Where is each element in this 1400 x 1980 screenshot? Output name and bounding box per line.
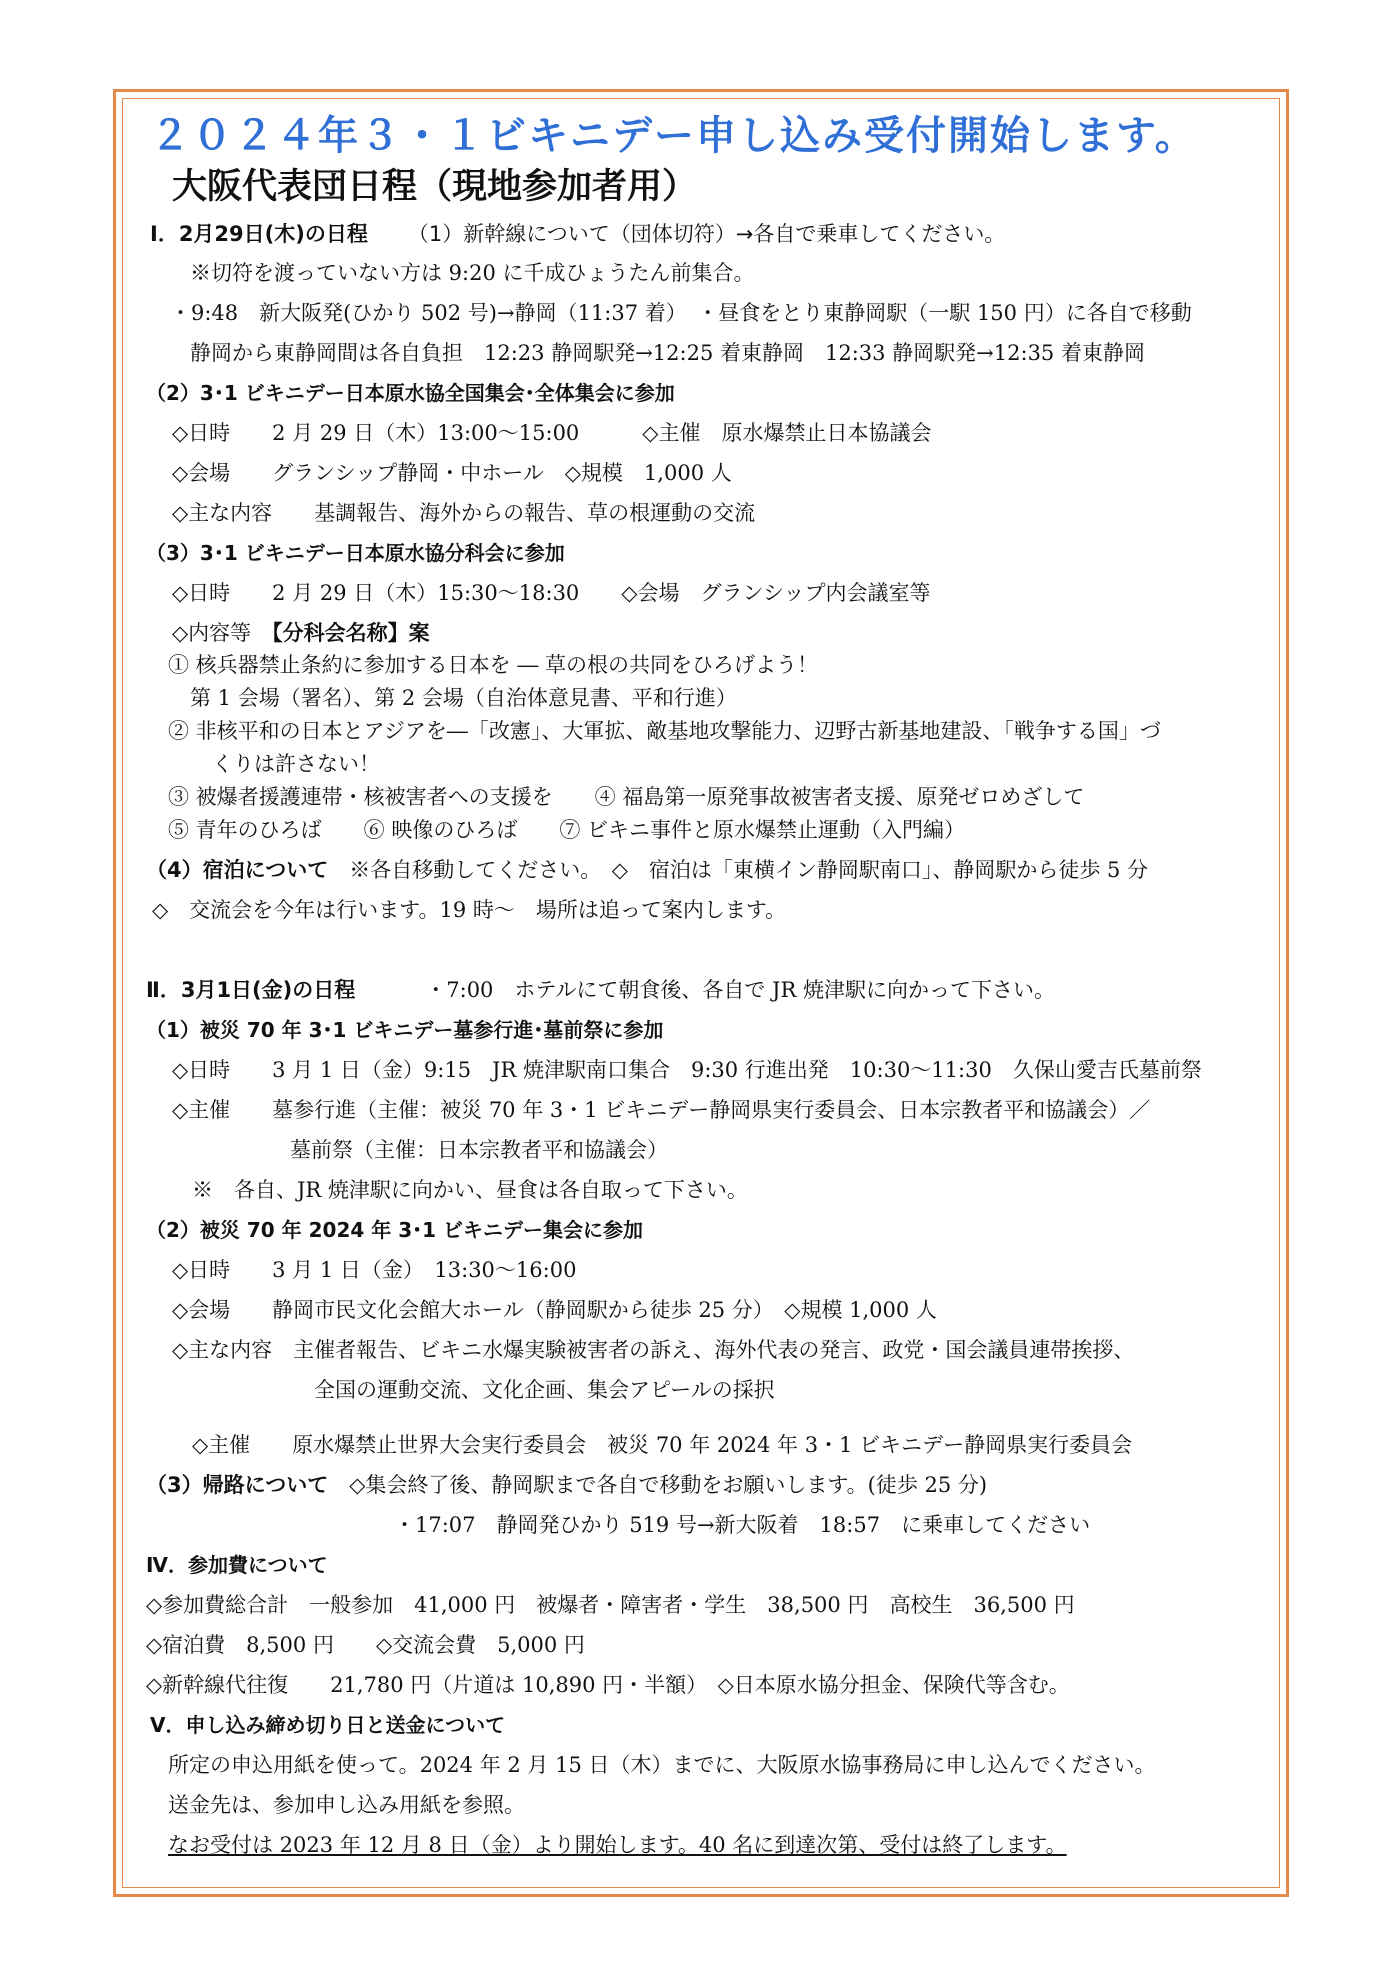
- section2-heading-row: [146, 975, 1055, 1005]
- workshop-2-cont: くりは許さない！: [212, 752, 380, 776]
- workshop-heading: （3）3･1 ビキニデー日本原水協分科会に参加: [146, 541, 565, 565]
- assembly-content: ◇主な内容 基調報告、海外からの報告、草の根運動の交流: [172, 501, 756, 525]
- workshop-1: ① 核兵器禁止条約に参加する日本を ― 草の根の共同をひろげよう！: [168, 653, 819, 677]
- deadline-heading: Ⅴ．申し込み締め切り日と送金について: [150, 1713, 506, 1737]
- fee-stay: ◇宿泊費 8,500 円 ◇交流会費 5,000 円: [146, 1633, 585, 1657]
- remit-text: 送金先は、参加申し込み用紙を参照。: [168, 1793, 525, 1817]
- workshop-5-7: ⑤ 青年のひろば ⑥ 映像のひろば ⑦ ビキニ事件と原水爆禁止運動（入門編）: [168, 818, 966, 842]
- return-train: ・17:07 静岡発ひかり 519 号→新大阪着 18:57 に乗車してください: [394, 1513, 1091, 1537]
- lodging-heading: （4）宿泊について: [146, 858, 329, 882]
- national-assembly-heading: （2）3･1 ビキニデー日本原水協全国集会･全体集会に参加: [146, 381, 675, 405]
- workshop-date: ◇日時 2 月 29 日（木）15:30～18:30 ◇会場 グランシップ内会議室等: [172, 581, 931, 605]
- assembly-date: ◇日時 2 月 29 日（木）13:00～15:00 ◇主催 原水爆禁止日本協議会: [172, 421, 932, 445]
- workshop-content-row: [172, 618, 430, 648]
- bikini-day-venue: ◇会場 静岡市民文化会館大ホール（静岡駅から徒歩 25 分） ◇規模 1,000 人: [172, 1298, 937, 1322]
- exchange-note: ◇ 交流会を今年は行います。19 時～ 場所は追って案内します。: [152, 898, 787, 922]
- page-subtitle: 大阪代表団日程（現地参加者用）: [172, 167, 698, 207]
- grave-march-host-2: 墓前祭（主催：日本宗教者平和協議会）: [290, 1138, 668, 1162]
- grave-march-host: ◇主催 墓参行進（主催：被災 70 年 3・1 ビキニデー静岡県実行委員会、日本宗教者平和協議会）／: [172, 1098, 1151, 1122]
- return-note: ◇集会終了後、静岡駅まで各自で移動をお願いします。(徒歩 25 分): [328, 1473, 988, 1497]
- breakfast-note: ・7:00 ホテルにて朝食後、各自で JR 焼津駅に向かって下さい。: [425, 978, 1055, 1002]
- fee-shinkansen: ◇新幹線代往復 21,780 円（片道は 10,890 円・半額） ◇日本原水協分担金、保険代等含む。: [146, 1673, 1070, 1697]
- deadline-text: 所定の申込用紙を使って。2024 年 2 月 15 日（木）までに、大阪原水協事務局に申し込んでください。: [168, 1753, 1156, 1777]
- workshop-3-4: ③ 被爆者援護連帯・核被害者への支援を ④ 福島第一原発事故被害者支援、原発ゼロめざして: [168, 785, 1085, 809]
- workshop-2: ② 非核平和の日本とアジアを―「改憲」、大軍拡、敵基地攻撃能力、辺野古新基地建設、「戦争する国」づ: [168, 719, 1161, 743]
- bikini-day-content-2: 全国の運動交流、文化企画、集会アピールの採択: [314, 1378, 775, 1402]
- grave-march-heading: （1）被災 70 年 3･1 ビキニデー墓参行進･墓前祭に参加: [146, 1018, 664, 1042]
- lodging-note: ※各自移動してください。 ◇ 宿泊は「東横イン静岡駅南口」、静岡駅から徒歩 5 分: [328, 858, 1149, 882]
- section1-heading-row: [150, 219, 1005, 249]
- workshop-name-label: 【分科会名称】案: [272, 621, 430, 645]
- section2-heading: Ⅱ．3月1日(金)の日程: [146, 978, 356, 1002]
- bikini-day-date: ◇日時 3 月 1 日（金） 13:30～16:00: [172, 1258, 577, 1282]
- bikini-day-content: ◇主な内容 主催者報告、ビキニ水爆実験被害者の訴え、海外代表の発言、政党・国会議員連帯挨拶、: [172, 1338, 1135, 1362]
- assembly-venue: ◇会場 グランシップ静岡・中ホール ◇規模 1,000 人: [172, 461, 732, 485]
- train-line: ・9:48 新大阪発(ひかり 502 号)→静岡（11:37 着） ・昼食をとり東静岡駅（一駅 150 円）に各自で移動: [170, 301, 1192, 325]
- workshop-content-label: ◇内容等: [172, 621, 273, 645]
- ticket-note: ※切符を渡っていない方は 9:20 に千成ひょうたん前集合。: [190, 261, 755, 285]
- bikini-day-host: ◇主催 原水爆禁止世界大会実行委員会 被災 70 年 2024 年 3・1 ビキニデー静岡県実行委員会: [192, 1433, 1133, 1457]
- shinkansen-note: （1）新幹線について（団体切符）→各自で乗車してください。: [407, 222, 1006, 246]
- fee-total: ◇参加費総合計 一般参加 41,000 円 被爆者・障害者・学生 38,500 円 高校生 36,500 円: [146, 1593, 1075, 1617]
- return-heading: （3）帰路について: [146, 1473, 329, 1497]
- section1-heading: Ⅰ．2月29日(木)の日程: [150, 222, 368, 246]
- start-text: なお受付は 2023 年 12 月 8 日（金）より開始します。40 名に到達次第、受付は終了します。: [168, 1833, 1067, 1857]
- lodging-row: [146, 855, 1148, 885]
- return-row: [146, 1470, 987, 1500]
- local-line: 静岡から東静岡間は各自負担 12:23 静岡駅発→12:25 着東静岡 12:33 静岡駅発→12:35 着東静岡: [190, 341, 1145, 365]
- grave-march-note: ※ 各自、JR 焼津駅に向かい、昼食は各自取って下さい。: [192, 1178, 748, 1202]
- fee-heading: Ⅳ．参加費について: [146, 1553, 328, 1577]
- bikini-day-heading: （2）被災 70 年 2024 年 3･1 ビキニデー集会に参加: [146, 1218, 644, 1242]
- workshop-1-detail: 第 1 会場（署名）、第 2 会場（自治体意見書、平和行進）: [190, 686, 737, 710]
- grave-march-date: ◇日時 3 月 1 日（金）9:15 JR 焼津駅南口集合 9:30 行進出発 10:30～11:30 久保山愛吉氏墓前祭: [172, 1058, 1202, 1082]
- page-title: ２０２４年３・１ビキニデー申し込み受付開始します。: [150, 113, 1197, 159]
